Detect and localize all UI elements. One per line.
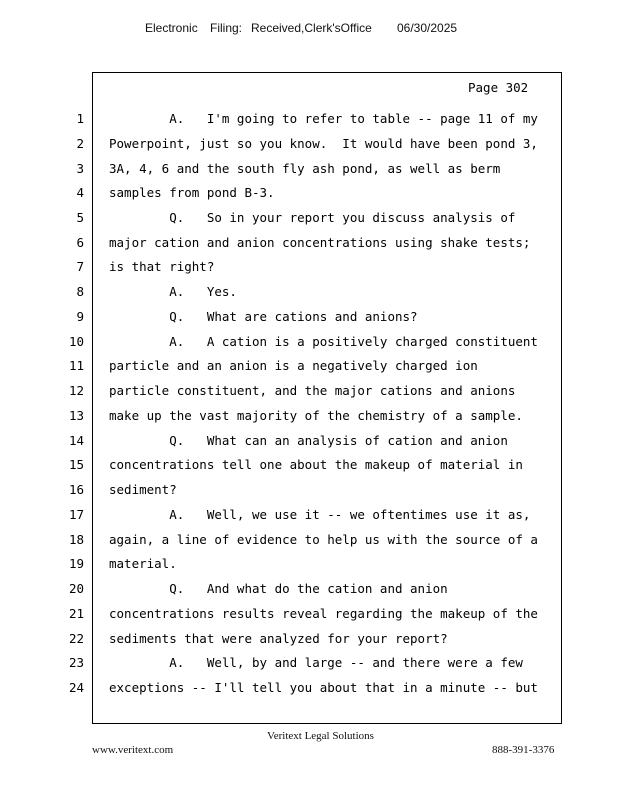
transcript-line: A. Yes. bbox=[109, 284, 237, 299]
line-number: 9 bbox=[76, 309, 84, 324]
line-number: 12 bbox=[68, 383, 84, 398]
transcript-line: Q. So in your report you discuss analysis of bbox=[109, 210, 516, 225]
line-number: 2 bbox=[76, 136, 84, 151]
transcript-line: sediments that were analyzed for your report? bbox=[109, 631, 448, 646]
transcript-line: sediment? bbox=[109, 482, 177, 497]
line-number: 16 bbox=[68, 482, 84, 497]
line-number: 5 bbox=[76, 210, 84, 225]
footer-website: www.veritext.com bbox=[92, 744, 174, 756]
line-number: 11 bbox=[68, 358, 84, 373]
transcript-line: is that right? bbox=[109, 259, 215, 274]
transcript-line: Q. What can an analysis of cation and anion bbox=[109, 433, 508, 448]
line-number: 3 bbox=[76, 161, 84, 176]
transcript-line: again, a line of evidence to help us with the source of a bbox=[109, 532, 538, 547]
transcript-line: concentrations tell one about the makeup of material in bbox=[109, 457, 523, 472]
transcript-line: 3A, 4, 6 and the south fly ash pond, as well as berm bbox=[109, 161, 501, 176]
line-number: 17 bbox=[68, 507, 84, 522]
transcript-line: A. I'm going to refer to table -- page 11 of my bbox=[109, 111, 538, 126]
transcript-line: concentrations results reveal regarding the makeup of the bbox=[109, 606, 538, 621]
line-number: 20 bbox=[68, 581, 84, 596]
line-number: 22 bbox=[68, 631, 84, 646]
line-number: 1 bbox=[76, 111, 84, 126]
line-number: 10 bbox=[68, 334, 84, 349]
line-number: 6 bbox=[76, 235, 84, 250]
line-number: 24 bbox=[68, 680, 84, 695]
transcript-line: A. Well, by and large -- and there were a few bbox=[109, 655, 523, 670]
line-number: 14 bbox=[68, 433, 84, 448]
transcript-line: material. bbox=[109, 556, 177, 571]
transcript-line: A. Well, we use it -- we oftentimes use it as, bbox=[109, 507, 531, 522]
transcript-line: major cation and anion concentrations using shake tests; bbox=[109, 235, 531, 250]
transcript-line: particle and an anion is a negatively charged ion bbox=[109, 358, 478, 373]
transcript-line: A. A cation is a positively charged constituent bbox=[109, 334, 538, 349]
line-number: 23 bbox=[68, 655, 84, 670]
page-number: Page 302 bbox=[468, 80, 529, 95]
line-number: 7 bbox=[76, 259, 84, 274]
header-electronic: Electronic bbox=[145, 21, 198, 35]
line-number: 15 bbox=[68, 457, 84, 472]
line-number: 18 bbox=[68, 532, 84, 547]
line-number: 13 bbox=[68, 408, 84, 423]
header-received: Received,Clerk'sOffice bbox=[251, 21, 372, 35]
transcript-line: samples from pond B-3. bbox=[109, 185, 275, 200]
transcript-line: Q. And what do the cation and anion bbox=[109, 581, 448, 596]
footer-company: Veritext Legal Solutions bbox=[267, 730, 374, 742]
header-filing: Filing: bbox=[210, 21, 243, 35]
transcript-line: exceptions -- I'll tell you about that in a minute -- but bbox=[109, 680, 538, 695]
line-number: 21 bbox=[68, 606, 84, 621]
transcript-line: Powerpoint, just so you know. It would have been pond 3, bbox=[109, 136, 538, 151]
transcript-line: particle constituent, and the major cations and anions bbox=[109, 383, 516, 398]
line-number: 4 bbox=[76, 185, 84, 200]
transcript-line: Q. What are cations and anions? bbox=[109, 309, 418, 324]
header-date: 06/30/2025 bbox=[397, 21, 458, 35]
line-number: 19 bbox=[68, 556, 84, 571]
footer-phone: 888-391-3376 bbox=[492, 744, 555, 756]
transcript-line: make up the vast majority of the chemistry of a sample. bbox=[109, 408, 523, 423]
line-number: 8 bbox=[76, 284, 84, 299]
